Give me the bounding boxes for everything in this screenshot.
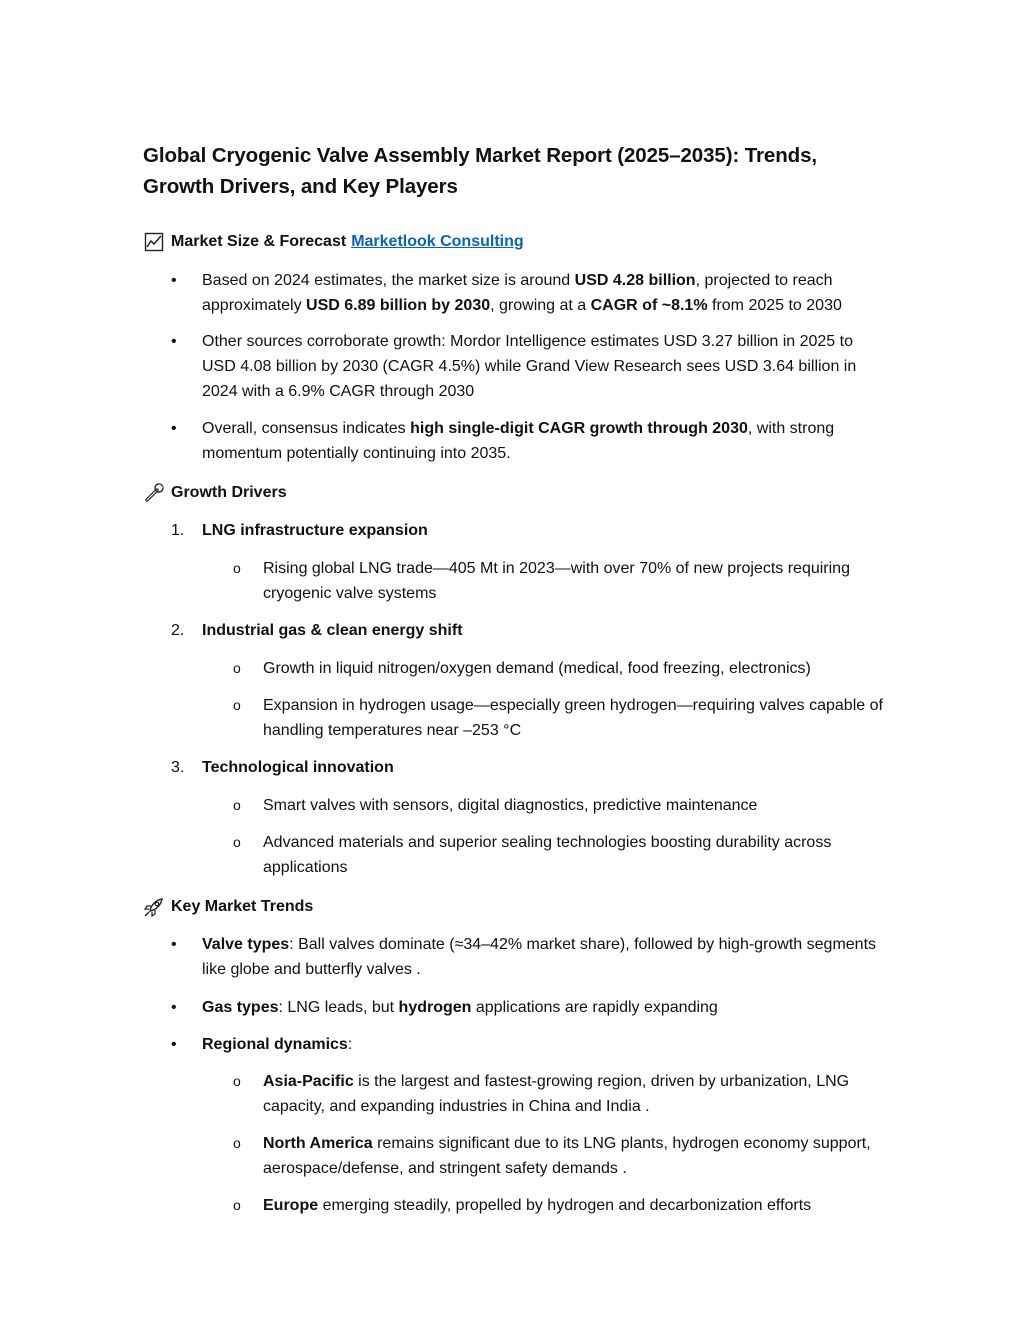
- bullet-marker: •: [171, 999, 177, 1016]
- growth-drivers-heading: [143, 480, 888, 506]
- market-size-heading-text: Market Size & Forecast: [171, 233, 347, 250]
- bullet-marker: •: [171, 936, 177, 953]
- key-trends-heading-text: Key Market Trends: [171, 898, 314, 915]
- list-item: • Gas types: LNG leads, but hydrogen applications are rapidly expanding: [143, 995, 888, 1020]
- numbered-item: 3. Technological innovation: [171, 759, 394, 776]
- numbered-item: 2. Industrial gas & clean energy shift: [171, 622, 463, 639]
- list-item: • Overall, consensus indicates high single-digit CAGR growth through 2030, with strong momentum potentially continuing into 2035.: [143, 416, 888, 466]
- sub-list-item: o Asia-Pacific is the largest and fastest-growing region, driven by urbanization, LNG capacity, and expanding industries in China and India .: [233, 1073, 850, 1115]
- list-item: • Valve types: Ball valves dominate (≈34–42% market share), followed by high-growth segments like globe and butterfly valves .: [143, 932, 888, 982]
- marketlook-consulting-link[interactable]: Marketlook Consulting: [351, 233, 524, 250]
- list-item: • Regional dynamics:: [143, 1032, 888, 1057]
- sub-list-item: o Smart valves with sensors, digital diagnostics, predictive maintenance: [233, 797, 758, 814]
- chart-increasing-icon: [143, 231, 165, 253]
- sub-list-item: o Europe emerging steadily, propelled by hydrogen and decarbonization efforts: [233, 1197, 812, 1214]
- list-item: • Other sources corroborate growth: Mordor Intelligence estimates USD 3.27 billion in 2025 to USD 4.08 billion by 2030 (CAGR 4.5%) while Grand View Research sees USD 3.64 billion in 2024 with a 6.9% CAGR through 2030: [143, 329, 888, 404]
- sub-list-item: o Expansion in hydrogen usage—especially green hydrogen—requiring valves capable of handling temperatures near –253 °C: [233, 697, 883, 739]
- sub-list-item: o Rising global LNG trade—405 Mt in 2023—with over 70% of new projects requiring cryogenic valve systems: [233, 560, 850, 602]
- bullet-marker: •: [171, 1036, 177, 1053]
- wrench-icon: [143, 482, 165, 504]
- market-size-heading: [143, 229, 888, 255]
- document-page: [143, 140, 888, 1218]
- sub-list-item: o Advanced materials and superior sealing technologies boosting durability across applications: [233, 834, 832, 876]
- bullet-marker: •: [171, 272, 177, 289]
- bullet-marker: •: [171, 333, 177, 350]
- numbered-item: 1. LNG infrastructure expansion: [171, 522, 428, 539]
- bullet-marker: •: [171, 420, 177, 437]
- sub-list-item: o Growth in liquid nitrogen/oxygen demand (medical, food freezing, electronics): [233, 660, 811, 677]
- sub-list-item: o North America remains significant due to its LNG plants, hydrogen economy support, aerospace/defense, and stringent safety demands .: [233, 1135, 871, 1177]
- growth-drivers-heading-text: Growth Drivers: [171, 484, 287, 501]
- page-title: Global Cryogenic Valve Assembly Market Report (2025–2035): Trends, Growth Drivers, and Key Players: [143, 144, 817, 198]
- list-item: • Based on 2024 estimates, the market size is around USD 4.28 billion, projected to reach approximately USD 6.89 billion by 2030, growing at a CAGR of ~8.1% from 2025 to 2030: [143, 268, 888, 318]
- key-trends-heading: [143, 894, 888, 920]
- rocket-icon: [143, 896, 165, 918]
